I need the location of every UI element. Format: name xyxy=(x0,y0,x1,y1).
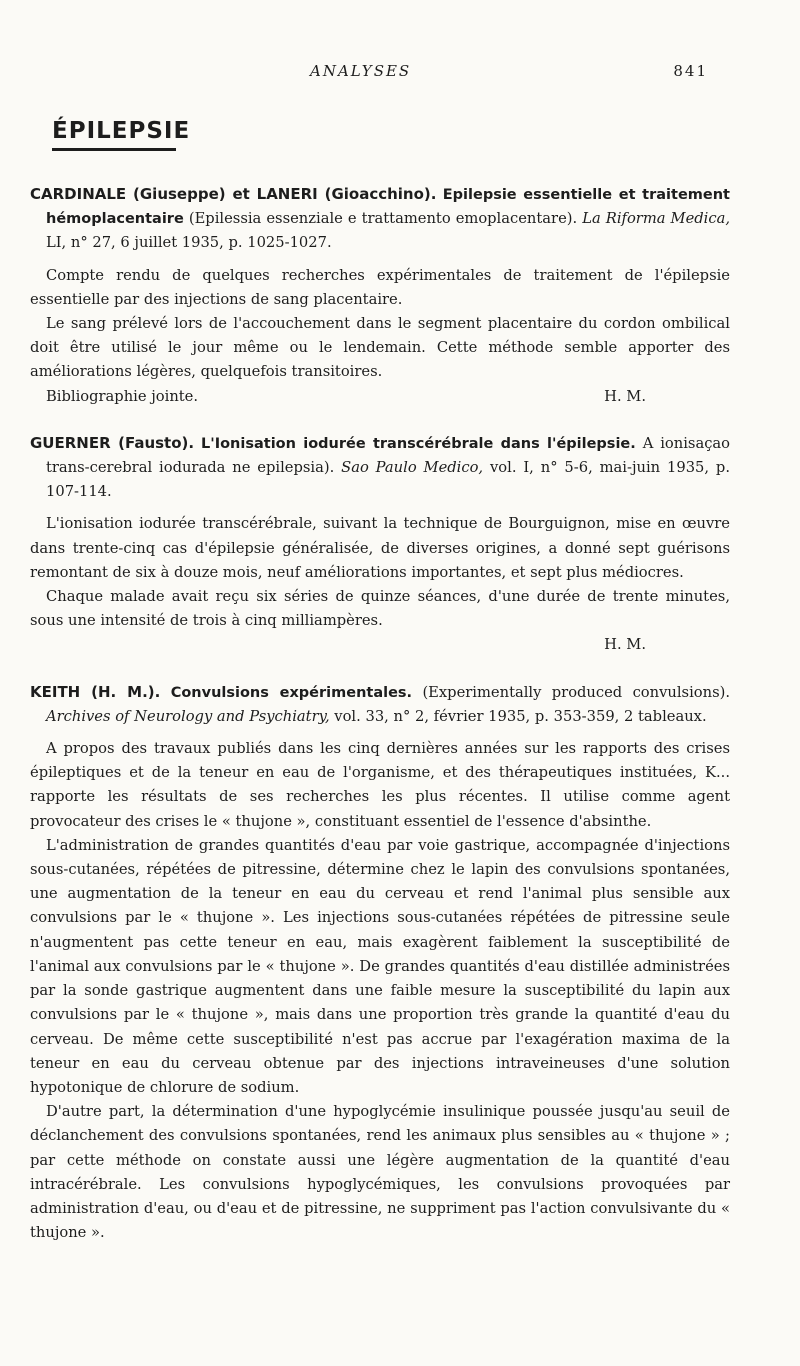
article-title: Epilepsie essentielle et traitement hémoplacentaire xyxy=(46,187,730,228)
page-number: 841 xyxy=(673,62,708,80)
abstracts-content xyxy=(30,182,730,1267)
authors: GUERNER (Fausto). xyxy=(30,433,195,452)
reference xyxy=(30,680,730,729)
journal-name: Sao Paulo Medico, xyxy=(341,459,484,477)
citation: vol. I, n° 5-6, mai-juin 1935, p. 107-114. xyxy=(46,459,731,501)
abstract-paragraph: A propos des travaux publiés dans les cinq dernières années sur les rapports des crises épileptiques et de la teneur en eau de l'organisme, et des thérapeutiques instituées, K... rapporte les résultats de ses recherches les plus récentes. Il utilise comme agent provocateur des crises le « thujone », constituant essentiel de l'essence d'absinthe. xyxy=(30,740,730,830)
abstract-entry-cardinale xyxy=(30,182,730,409)
abstract-paragraph: Le sang prélevé lors de l'accouchement dans le segment placentaire du cordon ombilical doit être utilisé le jour même ou le lendemain. Cette méthode semble apporter des améliorations légères, quelquefois transitoires. xyxy=(30,315,730,381)
journal-name: Archives of Neurology and Psychiatry, xyxy=(46,707,330,725)
abstract-paragraph: L'administration de grandes quantités d'eau par voie gastrique, accompagnée d'injections sous-cutanées, répétées de pitressine, détermine chez le lapin des convulsions spontanées, une augmentation de la teneur en eau du cerveau et rend l'animal plus sensible aux convulsions par le « thujone ». Les injections sous-cutanées répétées de pitressine seule n'augmentent pas cette teneur en eau, mais exagèrent faiblement la susceptibilité de l'animal aux convulsions par le « thujone ». De grandes quantités d'eau distillée administrées par la sonde gastrique augmentent dans une faible mesure la susceptibilité du lapin aux convulsions par le « thujone », mais dans une proportion très grande la quantité d'eau du cerveau. De même cette susceptibilité n'est pas accrue par l'exagération maxima de la teneur en eau du cerveau obtenue par des injections intraveineuses d'une solution hypotonique de chlorure de sodium. xyxy=(30,836,730,1096)
abstract-paragraph: D'autre part, la détermination d'une hypoglycémie insulinique poussée jusqu'au seuil de déclanchement des convulsions spontanées, rend les animaux plus sensibles au « thujone » ; par cette méthode on constate aussi une légère augmentation de la quantité d'eau intracérébrale. Les convulsions hypoglycémiques, les convulsions provoquées par administration d'eau, ou d'eau et de pitressine, ne suppriment pas l'action convulsivante du « thujone ». xyxy=(30,1103,730,1242)
abstract-entry-keith xyxy=(30,680,730,1246)
article-title: Convulsions expérimentales. xyxy=(170,684,413,701)
signature: H. M. xyxy=(604,636,646,654)
journal-name: La Riforma Medica, xyxy=(582,210,731,228)
section-title: ÉPILEPSIE xyxy=(52,118,191,144)
reference xyxy=(30,431,730,505)
abstract-paragraph: Chaque malade avait reçu six séries de quinze séances, d'une durée de trente minutes, sous une intensité de trois à cinq milliampères. xyxy=(30,588,730,630)
article-title: L'Ionisation iodurée transcérébrale dans l'épilepsie. xyxy=(201,435,636,452)
abstract-paragraph: Compte rendu de quelques recherches expérimentales de traitement de l'épilepsie essentielle par des injections de sang placentaire. xyxy=(30,266,730,308)
abstract-entry-guerner xyxy=(30,431,730,658)
signature: H. M. xyxy=(604,387,646,405)
section-title-underline xyxy=(52,148,176,151)
reference xyxy=(30,182,730,256)
authors: KEITH (H. M.). xyxy=(30,682,161,701)
abstract-paragraph: L'ionisation iodurée transcérébrale, suivant la technique de Bourguignon, mise en œuvre dans trente-cinq cas d'épilepsie généralisée, de diverses origines, a donné sept guérisons remontant de six à douze mois, neuf améliorations importantes, et sept plus médiocres. xyxy=(30,515,730,581)
running-head xyxy=(0,62,800,84)
original-title: A ionisaçao trans-cerebral iodurada ne epilepsia). xyxy=(46,434,731,477)
original-title: (Epilessia essenziale e trattamento emoplacentare). xyxy=(188,210,578,228)
closing-note: Bibliographie jointe. xyxy=(46,387,199,405)
running-title: ANALYSES xyxy=(310,62,412,80)
citation: vol. 33, n° 2, février 1935, p. 353-359, 2 tableaux. xyxy=(334,707,707,725)
closing-line xyxy=(30,385,730,409)
original-title: (Experimentally produced convulsions). xyxy=(422,683,731,701)
citation: LI, n° 27, 6 juillet 1935, p. 1025-1027. xyxy=(46,234,332,252)
authors: CARDINALE (Giuseppe) et LANERI (Gioacchino). xyxy=(30,185,437,203)
